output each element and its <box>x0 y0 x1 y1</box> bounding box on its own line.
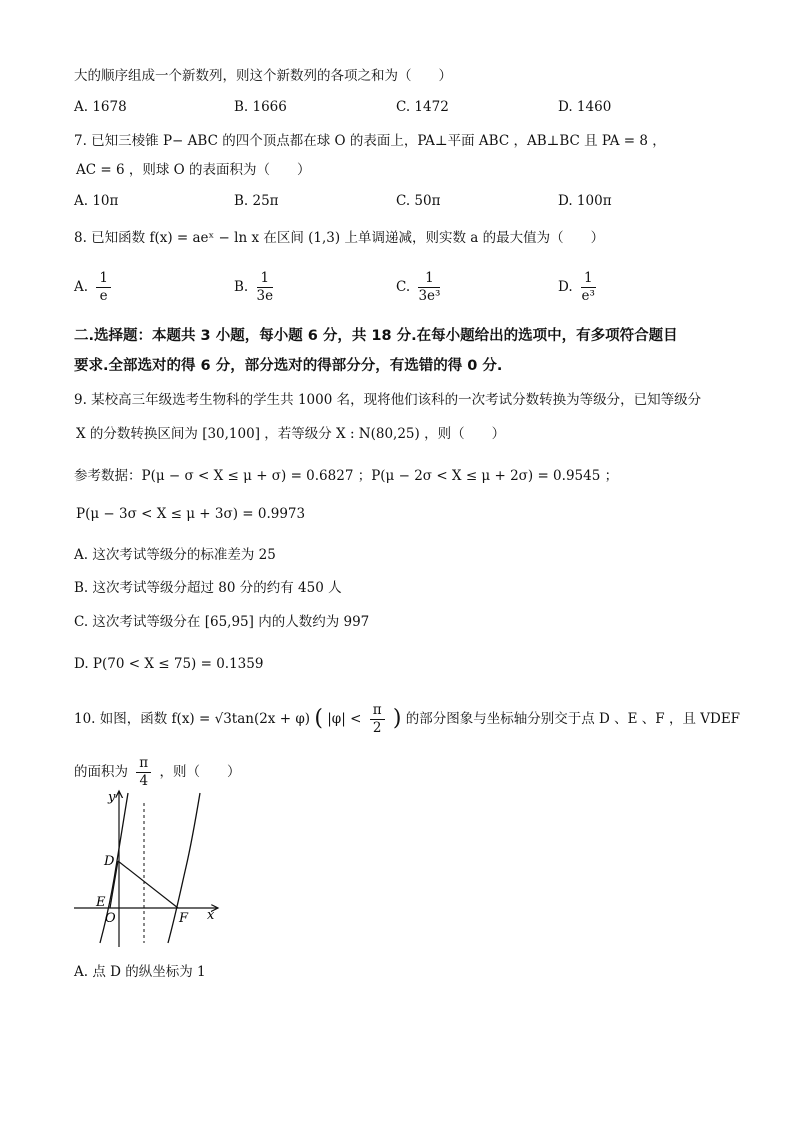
graph-label-x: x <box>207 908 215 923</box>
q6-option-d: D. 1460 <box>558 99 612 115</box>
q8-option-d-label: D. <box>558 279 573 295</box>
q10-area-label: 的面积为 <box>74 764 128 780</box>
q10-condition: |φ| < <box>327 711 362 727</box>
q10-graph <box>68 785 228 955</box>
q10-option-a: A. 点 D 的纵坐标为 1 <box>74 964 206 980</box>
q8-option-a <box>74 270 115 305</box>
graph-label-d: D <box>104 854 115 869</box>
q7-stem-line2: AC = 6 ，则球 O 的表面积为（ ） <box>76 162 311 178</box>
q8-option-d-numerator: 1 <box>581 270 596 288</box>
q7-option-a: A. 10π <box>74 193 119 209</box>
q8-option-b-numerator: 1 <box>257 270 274 288</box>
q9-stem-line1: 9. 某校高三年级选考生物科的学生共 1000 名，现将他们该科的一次考试分数转换为等级分，已知等级分 <box>74 392 702 408</box>
q8-option-b-denominator: 3e <box>256 288 274 304</box>
q10-condition-fraction <box>370 702 385 737</box>
q6-option-b: B. 1666 <box>234 99 287 115</box>
q10-area-denominator: 4 <box>139 773 149 789</box>
q8-option-a-fraction <box>96 270 111 305</box>
section2-heading-line2: 要求.全部选对的得 6 分，部分选对的得部分分，有选错的得 0 分. <box>74 358 503 374</box>
graph-label-y: y <box>108 790 116 805</box>
q7-option-d: D. 100π <box>558 193 612 209</box>
q7-option-b: B. 25π <box>234 193 279 209</box>
q8-option-a-denominator: e <box>99 288 108 304</box>
q6-stem-tail: 大的顺序组成一个新数列，则这个新数列的各项之和为（ ） <box>74 68 452 84</box>
q10-condition-numerator: π <box>370 702 385 720</box>
q8-option-c-denominator: 3e³ <box>418 288 441 304</box>
q8-option-d <box>558 270 600 305</box>
q8-option-b-fraction <box>257 270 274 305</box>
q8-option-c <box>396 270 444 305</box>
q9-option-a: A. 这次考试等级分的标准差为 25 <box>74 547 276 563</box>
q10-stem-function: 10. 如图，函数 f(x) = √3tan(2x + φ) <box>74 711 311 727</box>
graph-label-o: O <box>105 911 116 926</box>
q7-option-c: C. 50π <box>396 193 441 209</box>
q10-area-tail: ，则（ ） <box>159 764 241 780</box>
q6-option-a: A. 1678 <box>74 99 127 115</box>
section2-heading-line1: 二.选择题：本题共 3 小题，每小题 6 分，共 18 分.在每小题给出的选项中，有多项符合题目 <box>74 328 678 344</box>
segment-df <box>118 861 178 908</box>
q8-option-c-numerator: 1 <box>418 270 440 288</box>
q9-option-c: C. 这次考试等级分在 [65,95] 内的人数约为 997 <box>74 614 370 630</box>
q7-stem-line1: 7. 已知三棱锥 P− ABC 的四个顶点都在球 O 的表面上，PA⊥平面 ABC ，AB⊥BC 且 PA = 8 ， <box>74 133 666 149</box>
q8-option-d-denominator: e³ <box>581 288 595 304</box>
q10-condition-denominator: 2 <box>372 720 382 736</box>
q10-area-numerator: π <box>136 755 151 773</box>
q10-left-paren: ( <box>314 706 323 731</box>
q10-stem-rest: 的部分图象与坐标轴分别交于点 D 、E 、F ，且 VDEF <box>405 711 741 727</box>
q8-option-c-fraction <box>418 270 440 305</box>
q8-option-a-label: A. <box>74 279 89 295</box>
q9-reference-line1: 参考数据：P(μ − σ < X ≤ μ + σ) = 0.6827 ；P(μ − 2σ < X ≤ μ + 2σ) = 0.9545 ； <box>74 468 619 484</box>
q9-reference-line2: P(μ − 3σ < X ≤ μ + 3σ) = 0.9973 <box>76 506 306 522</box>
graph-label-e: E <box>96 895 106 910</box>
q8-option-a-numerator: 1 <box>96 270 111 288</box>
q8-stem: 8. 已知函数 f(x) = aeˣ − ln x 在区间 (1,3) 上单调递减，则实数 a 的最大值为（ ） <box>74 230 605 246</box>
q6-option-c: C. 1472 <box>396 99 449 115</box>
graph-label-f: F <box>179 911 189 926</box>
q10-stem-line1 <box>74 702 740 737</box>
q9-option-b: B. 这次考试等级分超过 80 分的约有 450 人 <box>74 580 342 596</box>
q8-option-d-fraction <box>581 270 596 305</box>
q8-option-c-label: C. <box>396 279 411 295</box>
q9-stem-line2: X 的分数转换区间为 [30,100] ，若等级分 X : N(80,25) ，则（ ） <box>76 426 506 442</box>
q8-option-b <box>234 270 277 305</box>
q9-option-d: D. P(70 < X ≤ 75) = 0.1359 <box>74 656 264 672</box>
q8-option-b-label: B. <box>234 279 249 295</box>
q10-right-paren: ) <box>392 706 402 731</box>
